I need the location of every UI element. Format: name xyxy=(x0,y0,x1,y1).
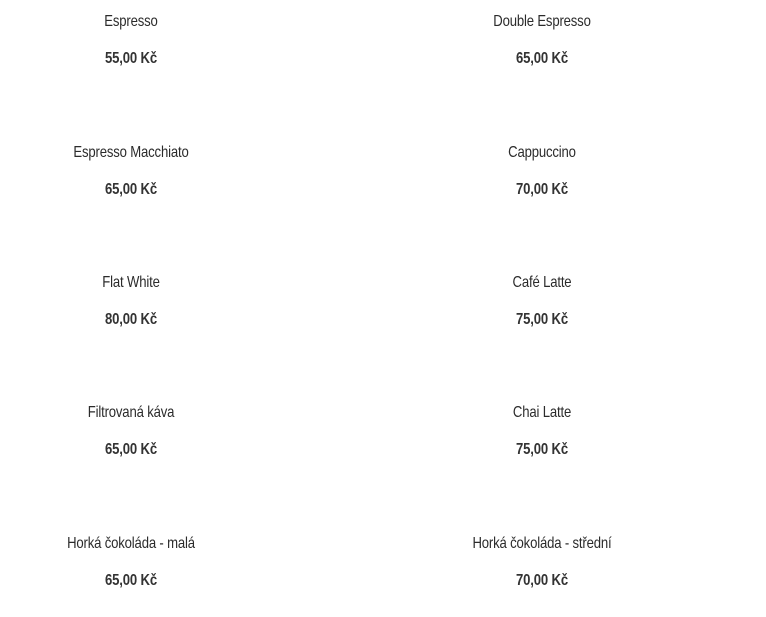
item-price: 70,00 Kč xyxy=(516,572,568,589)
item-name: Double Espresso xyxy=(493,13,591,30)
item-name: Espresso xyxy=(104,13,158,30)
item-name: Espresso Macchiato xyxy=(73,144,189,161)
menu-item-chai-latte[interactable] xyxy=(422,403,662,460)
item-price: 70,00 Kč xyxy=(516,181,568,198)
menu-item-flat-white[interactable] xyxy=(11,273,251,330)
item-name: Filtrovaná káva xyxy=(87,404,175,421)
item-price: 65,00 Kč xyxy=(105,572,157,589)
menu-item-espresso-macchiato[interactable] xyxy=(11,143,251,200)
menu-item-cafe-latte[interactable] xyxy=(422,273,662,330)
item-name: Café Latte xyxy=(512,274,572,291)
menu-item-espresso[interactable] xyxy=(11,12,251,69)
item-name: Horká čokoláda - malá xyxy=(67,535,195,552)
menu-item-filtrovana-kava[interactable] xyxy=(11,403,251,460)
menu-item-horka-cokolada-stredni[interactable] xyxy=(422,534,662,591)
item-price: 80,00 Kč xyxy=(105,311,157,328)
menu-item-cappuccino[interactable] xyxy=(422,143,662,200)
item-price: 65,00 Kč xyxy=(516,50,568,67)
item-price: 55,00 Kč xyxy=(105,50,157,67)
item-name: Chai Latte xyxy=(512,404,572,421)
item-name: Cappuccino xyxy=(508,144,576,161)
menu-item-horka-cokolada-mala[interactable] xyxy=(11,534,251,591)
item-price: 65,00 Kč xyxy=(105,181,157,198)
item-price: 65,00 Kč xyxy=(105,441,157,458)
item-price: 75,00 Kč xyxy=(516,311,568,328)
item-name: Flat White xyxy=(102,274,160,291)
menu-item-double-espresso[interactable] xyxy=(422,12,662,69)
item-price: 75,00 Kč xyxy=(516,441,568,458)
item-name: Horká čokoláda - střední xyxy=(472,535,612,552)
